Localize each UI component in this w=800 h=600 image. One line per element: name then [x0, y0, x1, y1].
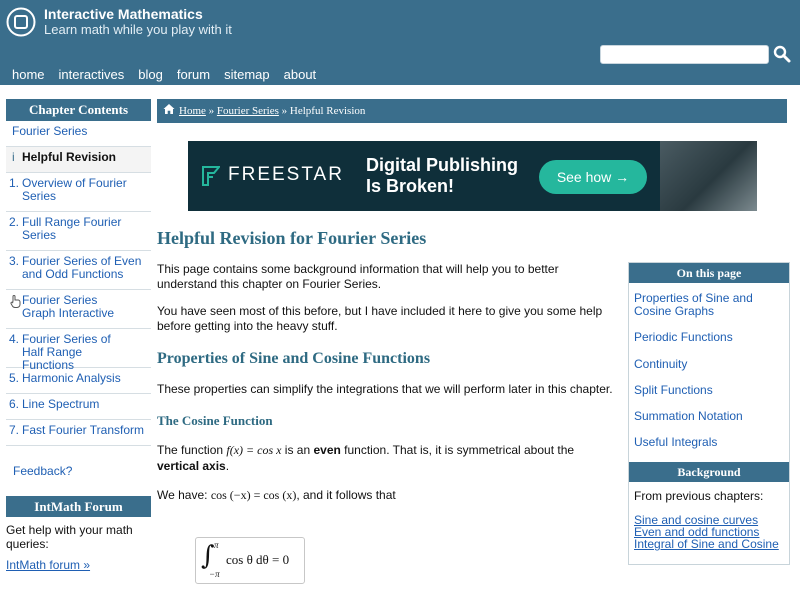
ad-photo [660, 141, 757, 211]
cosine-paragraph-2: We have: cos (−x) = cos (x), and it follows that [157, 488, 396, 502]
math-cos-identity: cos (−x) = cos (x) [210, 488, 297, 502]
site-tagline: Learn math while you play with it [44, 22, 232, 37]
background-link-integral[interactable]: Integral of Sine and Cosine [634, 537, 779, 551]
ad-brand: FREESTAR [228, 164, 344, 185]
background-link-even-odd[interactable]: Even and odd functions [634, 525, 760, 539]
sidebar-item-helpful-revision[interactable]: i Helpful Revision [6, 147, 151, 173]
sidebar-item-fourier-series[interactable]: Fourier Series [6, 121, 151, 147]
main-content [157, 228, 617, 503]
integral-equation [195, 537, 305, 584]
nav-forum[interactable]: forum [176, 67, 211, 82]
sidebar-item-even-odd[interactable]: 3. Fourier Series of Even and Odd Functions [6, 251, 151, 290]
sidebar-item-graph-interactive[interactable]: Fourier Series Graph Interactive [6, 290, 151, 329]
sidebar-item-harmonic-analysis[interactable]: 5. Harmonic Analysis [6, 368, 151, 394]
forum-text: Get help with your math queries: [6, 523, 133, 551]
breadcrumb-current: Helpful Revision [289, 105, 366, 117]
sidebar-item-overview[interactable]: 1. Overview of Fourier Series [6, 173, 151, 212]
site-header [0, 0, 800, 85]
feedback-link[interactable]: Feedback? [13, 464, 73, 478]
background-heading: Background [629, 462, 789, 482]
home-icon[interactable] [163, 103, 175, 115]
nav-interactives[interactable]: interactives [58, 67, 125, 82]
right-sidebar [628, 262, 790, 565]
sidebar-item-fft[interactable]: 7. Fast Fourier Transform [6, 420, 151, 446]
math-f-of-x: f(x) = cos x [226, 443, 282, 457]
nav-blog[interactable]: blog [138, 67, 163, 82]
breadcrumb: Home » Fourier Series » Helpful Revision [157, 99, 787, 123]
intro-paragraph-1: This page contains some background information that will help you to better understand this chapter on Fourier Series. [157, 262, 559, 291]
forum-heading: IntMath Forum [6, 496, 151, 517]
hand-pointer-icon [9, 294, 22, 308]
intmath-forum-panel [6, 496, 151, 572]
nav-about[interactable]: about [283, 67, 317, 82]
nav-sitemap[interactable]: sitemap [224, 67, 270, 82]
site-title[interactable]: Interactive Mathematics [44, 6, 203, 22]
onpage-link-integrals[interactable]: Useful Integrals [634, 435, 718, 449]
breadcrumb-home[interactable]: Home [179, 105, 206, 117]
background-intro: From previous chapters: [634, 489, 764, 503]
on-this-page-heading: On this page [629, 263, 789, 283]
integral-lower-limit: −π [209, 569, 220, 579]
background-link-sine-cosine[interactable]: Sine and cosine curves [634, 513, 759, 527]
sidebar-item-half-range[interactable]: 4. Fourier Series of Half Range Functions [6, 329, 151, 368]
search-icon[interactable] [772, 44, 792, 64]
freestar-ad-banner[interactable] [188, 141, 757, 211]
onpage-link-split[interactable]: Split Functions [634, 383, 713, 397]
onpage-link-summation[interactable]: Summation Notation [634, 409, 743, 423]
properties-paragraph: These properties can simplify the integrations that we will perform later in this chapter. [157, 382, 613, 396]
sidebar-item-full-range[interactable]: 2. Full Range Fourier Series [6, 212, 151, 251]
integral-sign: ∫ [201, 541, 215, 571]
search-input[interactable] [600, 45, 769, 64]
integral-upper-limit: π [214, 540, 219, 550]
intro-paragraph-2: You have seen most of this before, but I have included it here to give you some help before getting into the heavy stuff. [157, 304, 603, 333]
sidebar-item-line-spectrum[interactable]: 6. Line Spectrum [6, 394, 151, 420]
nav-home[interactable]: home [12, 67, 45, 82]
freestar-logo-icon [202, 165, 220, 187]
breadcrumb-fourier-series[interactable]: Fourier Series [216, 105, 279, 117]
ad-headline: Digital Publishing Is Broken! [366, 155, 518, 196]
page-title: Helpful Revision for Fourier Series [157, 228, 427, 248]
ad-see-how-button[interactable]: See how → [539, 160, 647, 194]
site-logo-icon[interactable] [6, 7, 36, 37]
onpage-link-properties[interactable]: Properties of Sine and Cosine Graphs [634, 291, 753, 318]
info-icon: i [12, 150, 15, 164]
forum-link[interactable]: IntMath forum » [6, 558, 91, 572]
onpage-link-periodic[interactable]: Periodic Functions [634, 330, 733, 344]
onpage-link-continuity[interactable]: Continuity [634, 357, 688, 371]
section-heading-properties: Properties of Sine and Cosine Functions [157, 350, 431, 367]
main-nav [12, 67, 316, 82]
integral-body: cos θ dθ = 0 [226, 552, 290, 567]
chapter-contents-heading: Chapter Contents [6, 99, 151, 121]
section-heading-cosine: The Cosine Function [157, 413, 273, 428]
cosine-paragraph-1: The function f(x) = cos x is an even function. That is, it is symmetrical about the vertical axis. [157, 443, 575, 473]
chapter-contents-panel [6, 99, 151, 446]
